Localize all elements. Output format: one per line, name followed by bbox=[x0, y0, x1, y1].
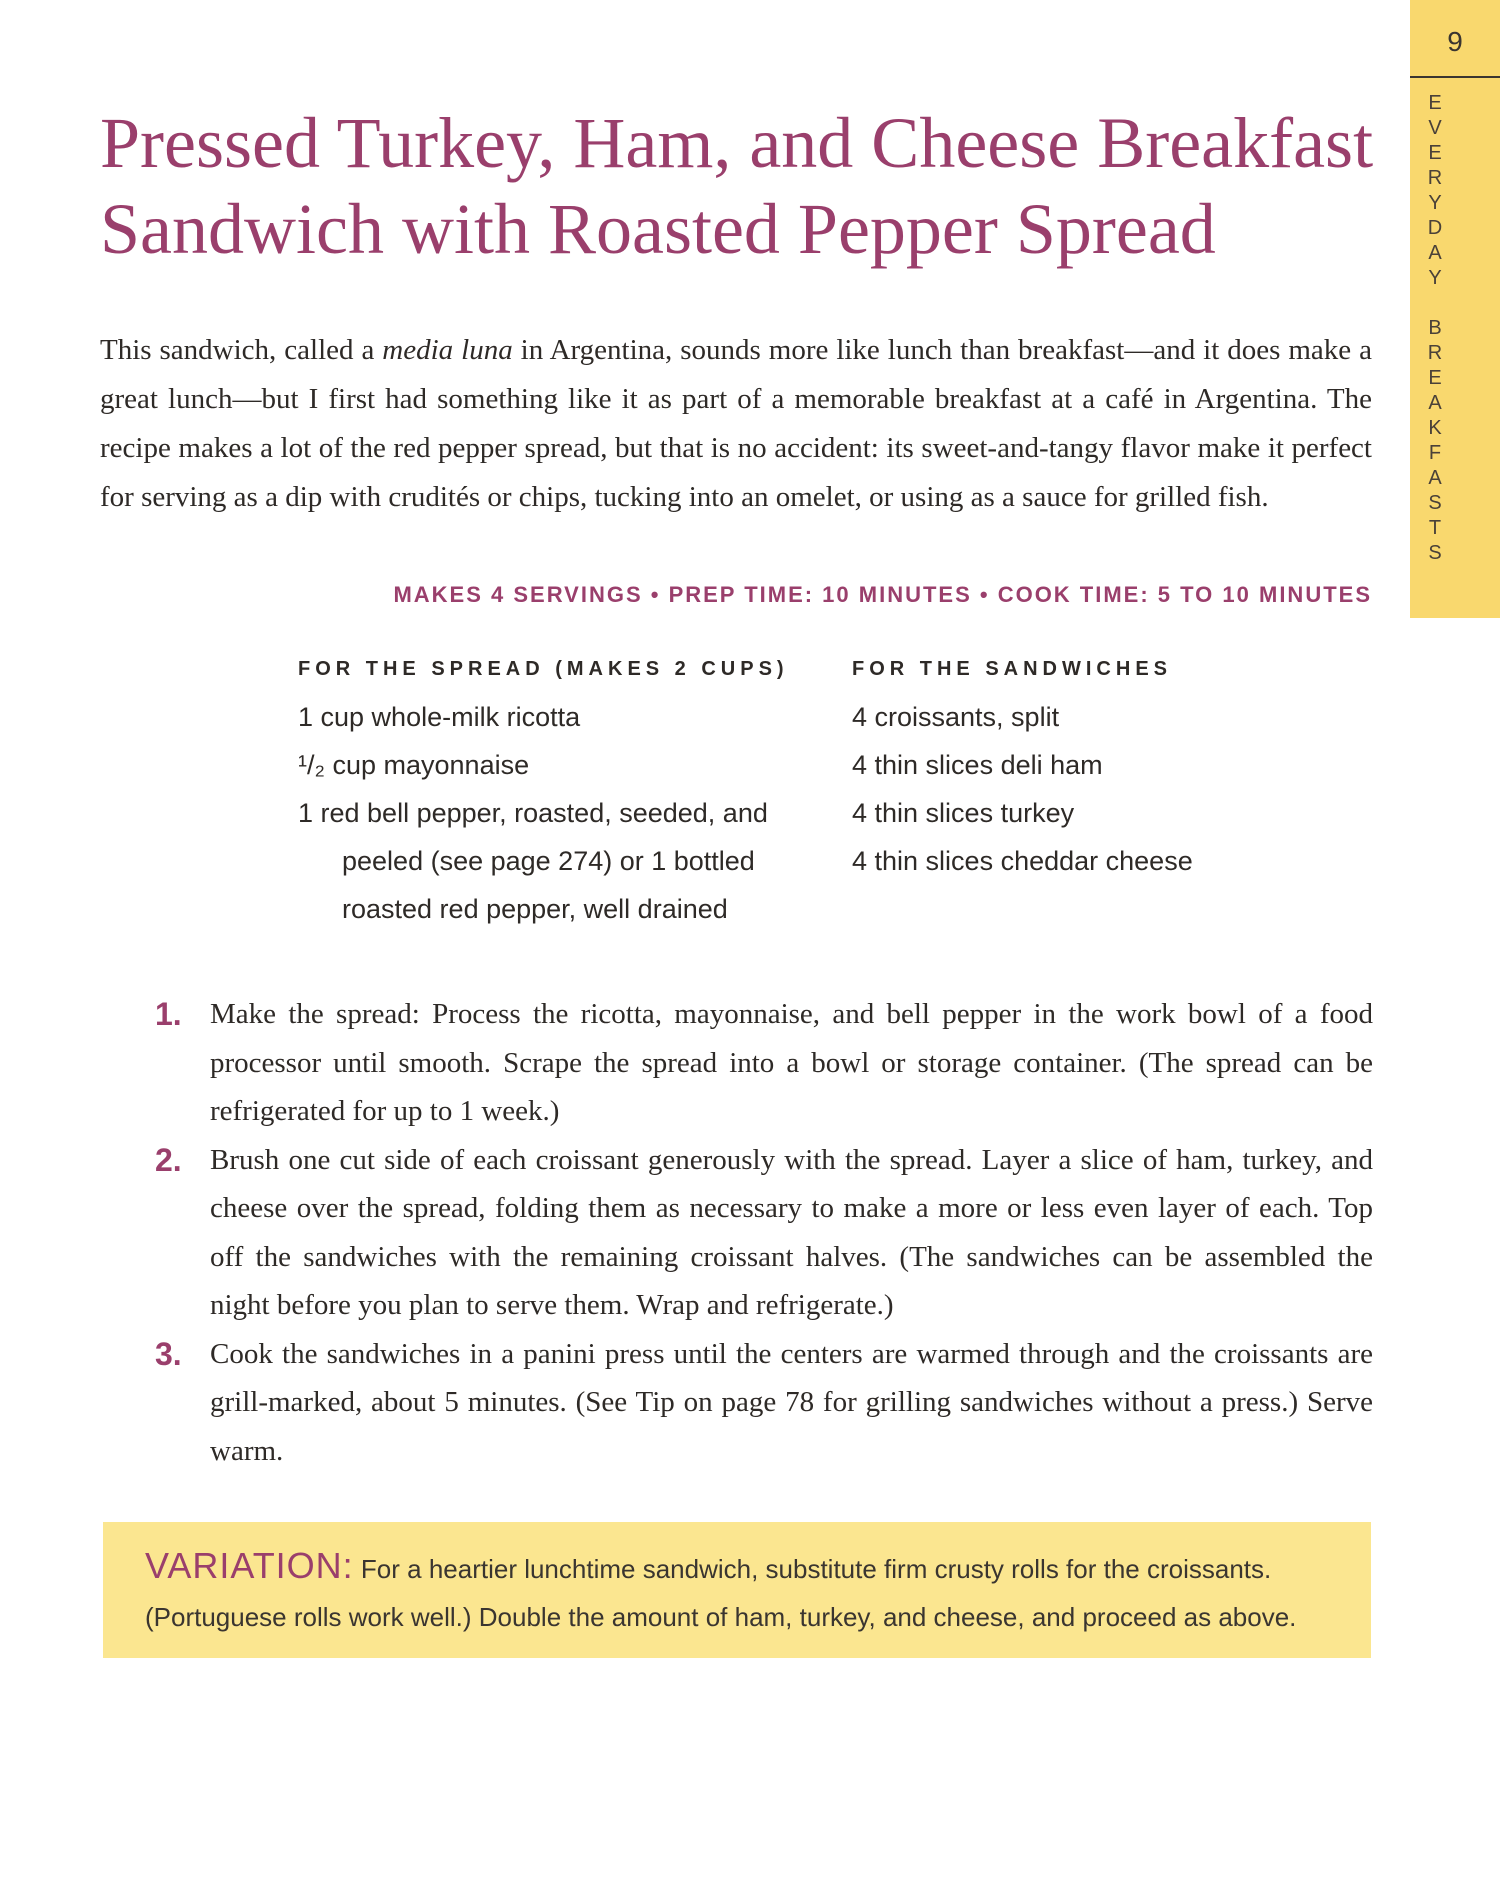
ingredient-item: ¹/₂ cup mayonnaise bbox=[298, 750, 530, 780]
variation-box bbox=[103, 1522, 1371, 1658]
intro-italic-term: media luna bbox=[382, 334, 513, 366]
spread-heading: FOR THE SPREAD (MAKES 2 CUPS) bbox=[298, 658, 789, 680]
step-item bbox=[155, 1136, 1373, 1330]
step-item bbox=[155, 1330, 1373, 1476]
ingredient-item: 1 cup whole-milk ricotta bbox=[298, 702, 581, 732]
recipe-steps bbox=[155, 990, 1373, 1475]
intro-text-rest: in Argentina, sounds more like lunch than breakfast—and it does make a great lunch—but I first had something like it as part of a memorable breakfast at a café in Argentina. The recipe makes a lot of the red pepper spread, but that is no accident: its sweet-and-tangy flavor make it perfect for serving as a dip with crudités or chips, tucking into an omelet, or using as a sauce for grilled fish. bbox=[100, 334, 1373, 513]
step-item bbox=[155, 990, 1373, 1136]
ingredient-item: 4 thin slices deli ham bbox=[852, 750, 1103, 780]
spread-ingredients bbox=[298, 658, 818, 933]
recipe-title-line1: Pressed Turkey, Ham, and Cheese Breakfast bbox=[100, 103, 1374, 183]
step-number: 2. bbox=[155, 1141, 182, 1178]
page-number: 9 bbox=[1447, 26, 1463, 57]
step-text: Cook the sandwiches in a panini press until the centers are warmed through and the croissants are grill-marked, about 5 minutes. (See Tip on page 78 for grilling sandwiches without a press.) Serve warm. bbox=[210, 1337, 1373, 1467]
variation-label: VARIATION: bbox=[145, 1545, 354, 1586]
variation-body: For a heartier lunchtime sandwich, substitute firm crusty rolls for the croissants. (Portuguese rolls work well.) Double the amount of ham, turkey, and cheese, and proceed as above. bbox=[145, 1554, 1297, 1632]
ingredient-item: 4 croissants, split bbox=[852, 702, 1060, 732]
ingredient-item: 4 thin slices turkey bbox=[852, 798, 1075, 828]
recipe-meta: MAKES 4 SERVINGS • PREP TIME: 10 MINUTES • COOK TIME: 5 TO 10 MINUTES bbox=[393, 582, 1372, 607]
recipe-intro bbox=[100, 326, 1372, 522]
step-number: 1. bbox=[155, 996, 182, 1032]
intro-text-start: This sandwich, called a bbox=[100, 334, 383, 366]
recipe-title-line2: Sandwich with Roasted Pepper Spread bbox=[100, 189, 1216, 269]
spread-list bbox=[298, 693, 818, 933]
sandwich-list bbox=[852, 693, 1372, 885]
step-text: Make the spread: Process the ricotta, mayonnaise, and bell pepper in the work bowl of a food processor until smooth. Scrape the spread into a bowl or storage container. (The spread can be refrigerated for up to 1 week.) bbox=[210, 998, 1373, 1127]
sandwich-ingredients bbox=[852, 658, 1372, 885]
ingredient-item: 4 thin slices cheddar cheese bbox=[852, 846, 1193, 876]
page-number-rule bbox=[1410, 76, 1500, 78]
sandwich-heading: FOR THE SANDWICHES bbox=[852, 658, 1172, 680]
ingredient-item: 1 red bell pepper, roasted, seeded, and peeled (see page 274) or 1 bottled roasted red pepper, well drained bbox=[298, 798, 768, 924]
step-number: 3. bbox=[155, 1335, 182, 1372]
recipe-title bbox=[100, 100, 1400, 272]
step-text: Brush one cut side of each croissant generously with the spread. Layer a slice of ham, turkey, and cheese over the spread, folding them as necessary to make a more or less even layer of each. Top off the sandwiches with the remaining croissant halves. (The sandwiches can be assembled the night before you plan to serve them. Wrap and refrigerate.) bbox=[210, 1143, 1373, 1321]
variation-text bbox=[145, 1542, 1331, 1641]
